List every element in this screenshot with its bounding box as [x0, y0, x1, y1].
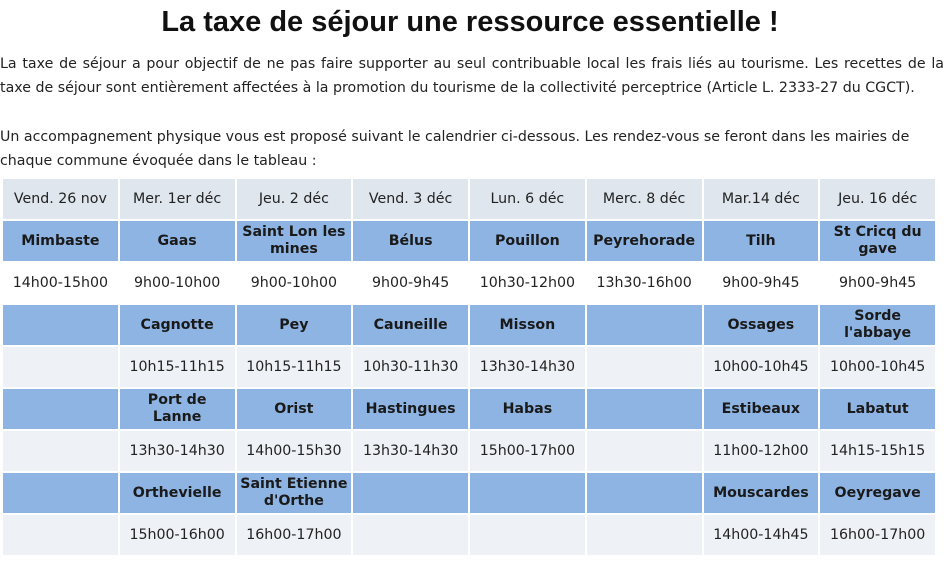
- time-cell: 10h30-11h30: [353, 347, 468, 387]
- time-cell: [587, 515, 702, 555]
- time-cell: 15h00-16h00: [120, 515, 235, 555]
- time-cell: 11h00-12h00: [704, 431, 819, 471]
- commune-cell: Hastingues: [353, 389, 468, 429]
- commune-cell: [587, 305, 702, 345]
- commune-cell: Pouillon: [470, 221, 585, 261]
- time-cell: 15h00-17h00: [470, 431, 585, 471]
- time-cell: 14h00-15h00: [3, 263, 118, 303]
- commune-cell: [587, 389, 702, 429]
- commune-cell: Saint Etienne d'Orthe: [237, 473, 352, 513]
- commune-row: [3, 221, 935, 261]
- commune-cell: [3, 305, 118, 345]
- commune-cell: Ossages: [704, 305, 819, 345]
- date-cell: Mar.14 déc: [704, 179, 819, 219]
- time-cell: 10h00-10h45: [704, 347, 819, 387]
- time-row: [3, 263, 935, 303]
- schedule-table: [1, 177, 937, 557]
- commune-cell: Misson: [470, 305, 585, 345]
- time-row: [3, 347, 935, 387]
- date-header-row: [3, 179, 935, 219]
- date-cell: Lun. 6 déc: [470, 179, 585, 219]
- time-cell: [3, 347, 118, 387]
- commune-row: [3, 473, 935, 513]
- date-cell: Jeu. 16 déc: [820, 179, 935, 219]
- time-cell: 9h00-9h45: [353, 263, 468, 303]
- commune-row: [3, 305, 935, 345]
- commune-cell: Gaas: [120, 221, 235, 261]
- time-cell: 13h30-14h30: [353, 431, 468, 471]
- time-cell: 10h00-10h45: [820, 347, 935, 387]
- commune-cell: St Cricq du gave: [820, 221, 935, 261]
- date-cell: Jeu. 2 déc: [237, 179, 352, 219]
- commune-cell: Sorde l'abbaye: [820, 305, 935, 345]
- time-cell: 16h00-17h00: [820, 515, 935, 555]
- time-cell: 9h00-9h45: [820, 263, 935, 303]
- time-cell: [587, 347, 702, 387]
- time-cell: [587, 431, 702, 471]
- commune-cell: Mouscardes: [704, 473, 819, 513]
- commune-cell: Bélus: [353, 221, 468, 261]
- commune-cell: Oeyregave: [820, 473, 935, 513]
- time-row: [3, 515, 935, 555]
- time-cell: [3, 431, 118, 471]
- time-cell: [470, 515, 585, 555]
- date-cell: Mer. 1er déc: [120, 179, 235, 219]
- calendar-paragraph: Un accompagnement physique vous est proposé suivant le calendrier ci-dessous. Les rendez-vous se feront dans les mairies de chaque commune évoquée dans le tableau :: [0, 129, 910, 169]
- time-cell: 16h00-17h00: [237, 515, 352, 555]
- commune-cell: Estibeaux: [704, 389, 819, 429]
- time-cell: 13h30-14h30: [120, 431, 235, 471]
- commune-cell: [3, 389, 118, 429]
- commune-cell: Peyrehorade: [587, 221, 702, 261]
- time-cell: 9h00-9h45: [704, 263, 819, 303]
- time-cell: [3, 515, 118, 555]
- time-cell: 14h00-15h30: [237, 431, 352, 471]
- intro-paragraph: La taxe de séjour a pour objectif de ne pas faire supporter au seul contribuable local les frais liés au tourisme. Les recettes de la taxe de séjour sont entièrement affectées à la promotion du tourisme de la collectivité perceptrice (Article L. 2333-27 du CGCT).: [0, 56, 944, 96]
- commune-cell: Tilh: [704, 221, 819, 261]
- commune-cell: Labatut: [820, 389, 935, 429]
- commune-cell: Cauneille: [353, 305, 468, 345]
- commune-cell: Orist: [237, 389, 352, 429]
- page-title: La taxe de séjour une ressource essentielle !: [161, 6, 779, 38]
- time-cell: 13h30-16h00: [587, 263, 702, 303]
- commune-cell: Cagnotte: [120, 305, 235, 345]
- time-cell: 13h30-14h30: [470, 347, 585, 387]
- date-cell: Vend. 3 déc: [353, 179, 468, 219]
- commune-cell: [3, 473, 118, 513]
- time-cell: 9h00-10h00: [237, 263, 352, 303]
- commune-cell: [470, 473, 585, 513]
- date-cell: Vend. 26 nov: [3, 179, 118, 219]
- commune-cell: Saint Lon les mines: [237, 221, 352, 261]
- commune-cell: [353, 473, 468, 513]
- time-cell: 9h00-10h00: [120, 263, 235, 303]
- time-cell: 10h15-11h15: [237, 347, 352, 387]
- commune-cell: Pey: [237, 305, 352, 345]
- commune-cell: [587, 473, 702, 513]
- commune-cell: Orthevielle: [120, 473, 235, 513]
- date-cell: Merc. 8 déc: [587, 179, 702, 219]
- time-cell: 14h15-15h15: [820, 431, 935, 471]
- commune-cell: Habas: [470, 389, 585, 429]
- commune-cell: Port de Lanne: [120, 389, 235, 429]
- time-cell: 10h15-11h15: [120, 347, 235, 387]
- commune-cell: Mimbaste: [3, 221, 118, 261]
- commune-row: [3, 389, 935, 429]
- time-cell: 14h00-14h45: [704, 515, 819, 555]
- time-cell: 10h30-12h00: [470, 263, 585, 303]
- time-row: [3, 431, 935, 471]
- time-cell: [353, 515, 468, 555]
